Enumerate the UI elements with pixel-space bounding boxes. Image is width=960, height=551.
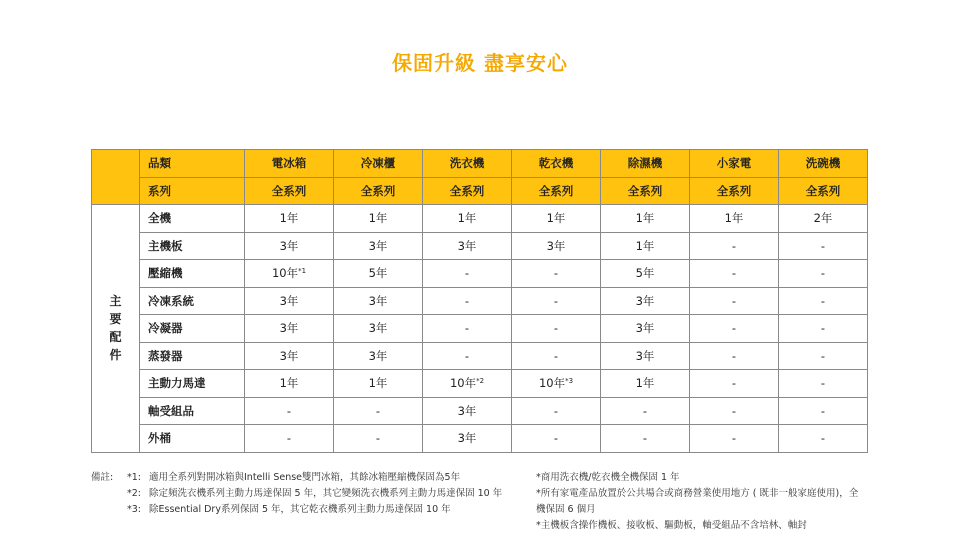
table-row	[92, 315, 868, 343]
warranty-cell	[245, 205, 334, 233]
warranty-cell	[334, 397, 423, 425]
warranty-value: 1年	[635, 211, 655, 226]
warranty-value: 1年	[279, 376, 299, 391]
warranty-cell	[512, 205, 601, 233]
warranty-cell	[245, 397, 334, 425]
footnote-mark: *2	[476, 377, 485, 386]
series-header-row	[92, 177, 868, 205]
warranty-value: 1年	[635, 376, 655, 391]
warranty-value: -	[553, 431, 559, 446]
warranty-value: 10年	[449, 376, 477, 391]
warranty-cell	[423, 260, 512, 288]
warranty-value: -	[731, 348, 737, 363]
warranty-cell	[601, 315, 690, 343]
warranty-value: -	[820, 348, 826, 363]
warranty-cell	[779, 287, 868, 315]
warranty-value: 5年	[635, 266, 655, 281]
warranty-value: -	[375, 403, 381, 418]
warranty-cell	[601, 425, 690, 453]
warranty-cell	[601, 397, 690, 425]
part-name: 主動力馬達	[140, 370, 245, 398]
warranty-value: -	[820, 238, 826, 253]
table-row	[92, 370, 868, 398]
warranty-value: -	[820, 321, 826, 336]
warranty-value: -	[731, 431, 737, 446]
notes-lead: 備註:	[91, 472, 114, 483]
warranty-value: 3年	[635, 321, 655, 336]
warranty-cell	[423, 232, 512, 260]
warranty-value: -	[820, 376, 826, 391]
warranty-value: -	[731, 293, 737, 308]
warranty-value: -	[464, 348, 470, 363]
note-mark: *2:	[127, 488, 141, 499]
warranty-value: -	[553, 348, 559, 363]
warranty-cell	[690, 425, 779, 453]
footnote-mark: *3	[565, 377, 574, 386]
series-header: 全系列	[690, 177, 779, 205]
category-header: 小家電	[690, 150, 779, 178]
series-header: 全系列	[245, 177, 334, 205]
part-name: 主機板	[140, 232, 245, 260]
warranty-cell	[601, 232, 690, 260]
warranty-value: -	[553, 403, 559, 418]
warranty-value: 3年	[457, 238, 477, 253]
category-header: 電冰箱	[245, 150, 334, 178]
warranty-value: 1年	[635, 238, 655, 253]
warranty-cell	[423, 370, 512, 398]
table-row	[92, 205, 868, 233]
note-mark: *3:	[127, 504, 141, 515]
warranty-cell	[690, 232, 779, 260]
table-row	[92, 425, 868, 453]
note-text: 除定頻洗衣機系列主動力馬達保固 5 年，其它變頻洗衣機系列主動力馬達保固 10 年	[149, 488, 503, 499]
warranty-cell	[423, 425, 512, 453]
series-header: 全系列	[334, 177, 423, 205]
warranty-cell	[601, 287, 690, 315]
warranty-cell	[512, 287, 601, 315]
warranty-value: 10年	[538, 376, 566, 391]
warranty-value: -	[464, 293, 470, 308]
category-header: 乾衣機	[512, 150, 601, 178]
warranty-value: -	[731, 376, 737, 391]
warranty-value: -	[464, 266, 470, 281]
warranty-cell	[423, 397, 512, 425]
warranty-cell	[245, 315, 334, 343]
warranty-value: 3年	[457, 403, 477, 418]
category-row-label: 品類	[140, 150, 245, 178]
warranty-cell	[512, 232, 601, 260]
note-right-item: *主機板含操作機板、接收板、驅動板，軸受組品不含培林、軸封	[536, 520, 807, 531]
notes-right	[536, 470, 866, 534]
warranty-value: -	[820, 266, 826, 281]
warranty-value: -	[464, 321, 470, 336]
note-mark: *1:	[127, 472, 141, 483]
header-corner	[92, 150, 140, 205]
warranty-cell	[690, 397, 779, 425]
warranty-value: 3年	[279, 321, 299, 336]
warranty-cell	[690, 370, 779, 398]
part-name: 蒸發器	[140, 342, 245, 370]
warranty-cell	[334, 232, 423, 260]
warranty-cell	[245, 287, 334, 315]
part-name: 全機	[140, 205, 245, 233]
table-row	[92, 260, 868, 288]
warranty-cell	[779, 205, 868, 233]
warranty-value: -	[642, 431, 648, 446]
part-name: 冷凝器	[140, 315, 245, 343]
warranty-cell	[601, 370, 690, 398]
warranty-value: 2年	[813, 211, 833, 226]
warranty-cell	[334, 287, 423, 315]
warranty-cell	[245, 342, 334, 370]
warranty-cell	[779, 342, 868, 370]
warranty-cell	[245, 370, 334, 398]
warranty-cell	[779, 370, 868, 398]
category-header: 冷凍櫃	[334, 150, 423, 178]
warranty-cell	[512, 425, 601, 453]
table-row	[92, 342, 868, 370]
warranty-cell	[512, 315, 601, 343]
note-right-item: *商用洗衣機/乾衣機全機保固 1 年	[536, 472, 680, 483]
warranty-value: -	[642, 403, 648, 418]
page-title: 保固升級 盡享安心	[392, 51, 568, 75]
category-header: 洗碗機	[779, 150, 868, 178]
series-header: 全系列	[601, 177, 690, 205]
warranty-cell	[334, 370, 423, 398]
warranty-cell	[334, 315, 423, 343]
warranty-value: -	[820, 293, 826, 308]
warranty-value: -	[553, 266, 559, 281]
table-row	[92, 287, 868, 315]
part-name: 冷凍系統	[140, 287, 245, 315]
table-row	[92, 397, 868, 425]
series-header: 全系列	[779, 177, 868, 205]
warranty-value: 3年	[368, 293, 388, 308]
warranty-value: -	[286, 403, 292, 418]
warranty-value: 3年	[279, 348, 299, 363]
series-row-label: 系列	[140, 177, 245, 205]
warranty-value: -	[731, 321, 737, 336]
warranty-value: 1年	[724, 211, 744, 226]
warranty-value: 10年	[271, 266, 299, 281]
warranty-value: 3年	[635, 293, 655, 308]
warranty-cell	[601, 260, 690, 288]
warranty-value: 3年	[368, 321, 388, 336]
note-right-item: *所有家電產品放置於公共場合或商務營業使用地方 ( 既非一般家庭使用)，全機保固 6 個月	[536, 488, 859, 515]
series-header: 全系列	[512, 177, 601, 205]
warranty-cell	[779, 425, 868, 453]
warranty-cell	[690, 260, 779, 288]
warranty-table	[91, 149, 868, 453]
warranty-cell	[690, 287, 779, 315]
warranty-cell	[690, 315, 779, 343]
warranty-cell	[690, 342, 779, 370]
warranty-cell	[334, 205, 423, 233]
warranty-value: 3年	[635, 348, 655, 363]
main-parts-label: 主 要 配 件	[92, 205, 140, 453]
warranty-cell	[779, 315, 868, 343]
notes-left	[91, 470, 521, 518]
warranty-value: -	[553, 293, 559, 308]
part-name: 壓縮機	[140, 260, 245, 288]
warranty-cell	[245, 425, 334, 453]
warranty-value: 1年	[368, 376, 388, 391]
warranty-value: 3年	[279, 293, 299, 308]
warranty-cell	[512, 342, 601, 370]
warranty-cell	[334, 342, 423, 370]
warranty-cell	[423, 315, 512, 343]
warranty-value: -	[820, 431, 826, 446]
warranty-value: 1年	[279, 211, 299, 226]
warranty-cell	[245, 232, 334, 260]
warranty-cell	[245, 260, 334, 288]
warranty-cell	[423, 287, 512, 315]
note-text: 除Essential Dry系列保固 5 年，其它乾衣機系列主動力馬達保固 10 年	[149, 504, 451, 515]
warranty-cell	[779, 260, 868, 288]
warranty-value: 1年	[546, 211, 566, 226]
warranty-value: 1年	[457, 211, 477, 226]
warranty-cell	[690, 205, 779, 233]
warranty-value: 3年	[368, 348, 388, 363]
warranty-value: 5年	[368, 266, 388, 281]
category-header: 除濕機	[601, 150, 690, 178]
warranty-value: 1年	[368, 211, 388, 226]
warranty-value: 3年	[368, 238, 388, 253]
footnote-mark: *1	[298, 267, 307, 276]
series-header: 全系列	[423, 177, 512, 205]
warranty-cell	[423, 342, 512, 370]
part-name: 外桶	[140, 425, 245, 453]
warranty-value: -	[286, 431, 292, 446]
warranty-value: -	[375, 431, 381, 446]
warranty-cell	[601, 342, 690, 370]
note-text: 適用全系列對開冰箱與Intelli Sense雙門冰箱，其餘冰箱壓縮機保固為5年	[149, 472, 461, 483]
table-row	[92, 232, 868, 260]
warranty-cell	[779, 232, 868, 260]
category-header: 洗衣機	[423, 150, 512, 178]
warranty-cell	[512, 370, 601, 398]
warranty-cell	[512, 260, 601, 288]
category-header-row	[92, 150, 868, 178]
warranty-value: 3年	[546, 238, 566, 253]
warranty-cell	[334, 425, 423, 453]
warranty-value: -	[731, 403, 737, 418]
warranty-cell	[601, 205, 690, 233]
warranty-value: -	[820, 403, 826, 418]
warranty-cell	[779, 397, 868, 425]
warranty-value: 3年	[457, 431, 477, 446]
warranty-value: -	[731, 266, 737, 281]
warranty-value: -	[731, 238, 737, 253]
warranty-value: 3年	[279, 238, 299, 253]
warranty-value: -	[553, 321, 559, 336]
part-name: 軸受組品	[140, 397, 245, 425]
warranty-cell	[334, 260, 423, 288]
warranty-cell	[423, 205, 512, 233]
warranty-cell	[512, 397, 601, 425]
